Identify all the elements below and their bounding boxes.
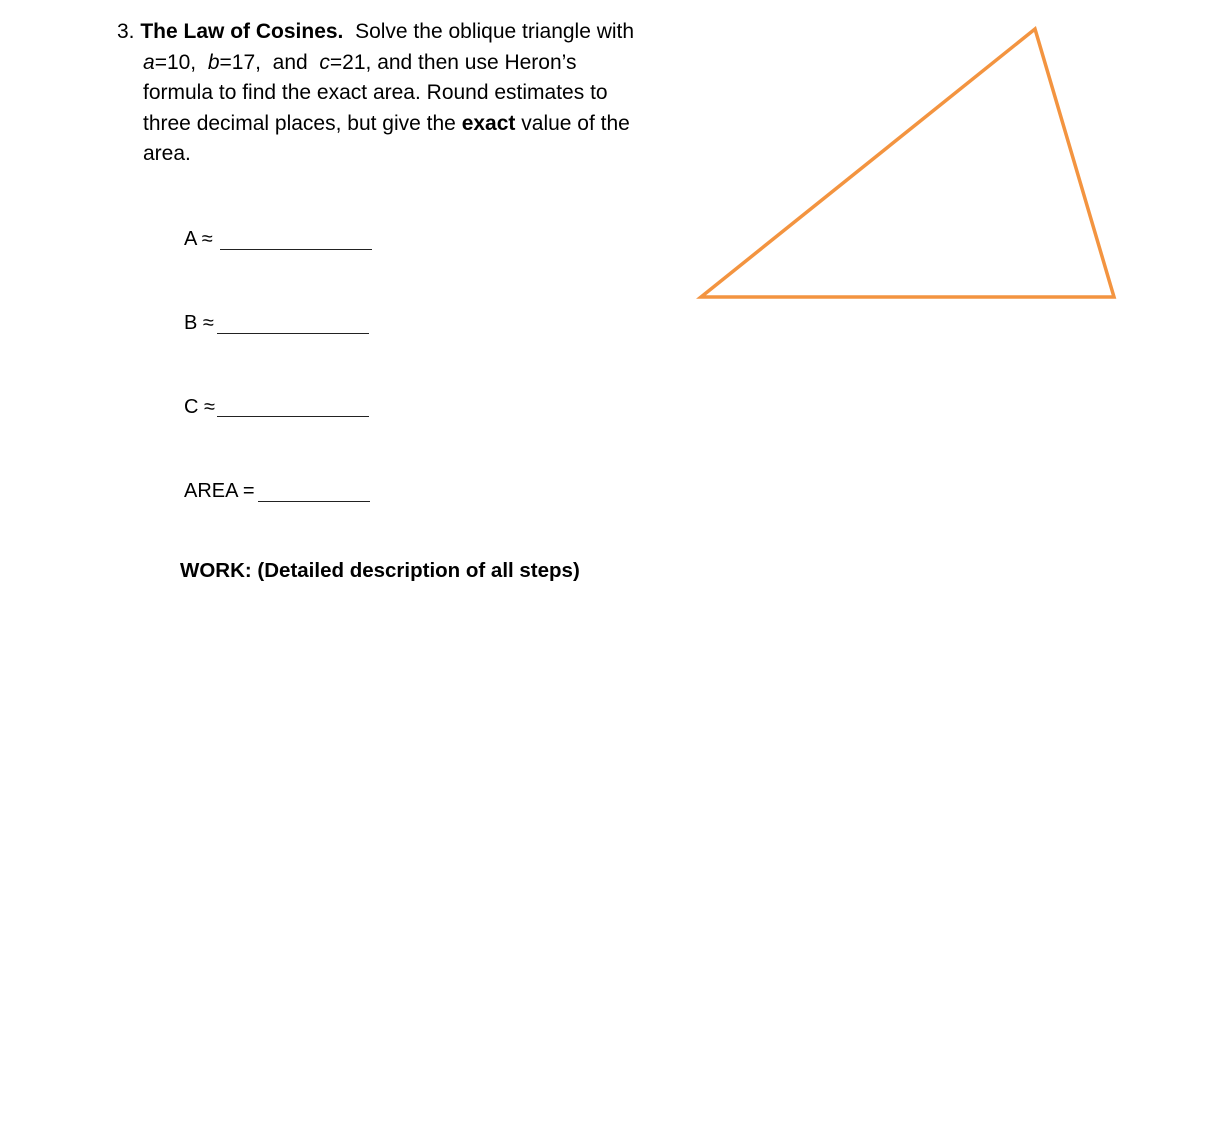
work-heading: WORK: (Detailed description of all steps) [180,559,580,582]
problem-line-3: formula to find the exact area. Round estimates to [143,81,608,104]
side-a-variable: a [143,50,155,74]
problem-number: 3. [117,20,135,43]
triangle-shape [701,29,1114,297]
side-a-value: =10, [154,50,197,74]
angle-a-label: A ≈ [184,228,213,250]
problem-title: The Law of Cosines. [140,20,344,43]
exact-emphasis: exact [461,111,516,135]
problem-intro: Solve the oblique triangle with [355,20,635,43]
angle-c-label: C ≈ [184,396,215,418]
area-label: AREA = [184,480,255,502]
line-4-pre: three decimal places, but give the [143,111,456,135]
angle-b-label: B ≈ [184,312,214,334]
side-c-value: =21, [329,50,372,74]
side-c-variable: c [319,50,330,74]
herons-text: and then use Heron’s [377,50,577,74]
side-b-value: =17, [219,50,261,74]
and-word: and [272,50,308,74]
problem-line-5: area. [143,142,191,165]
line-4-post: value of the [521,111,630,135]
side-b-variable: b [207,50,220,74]
